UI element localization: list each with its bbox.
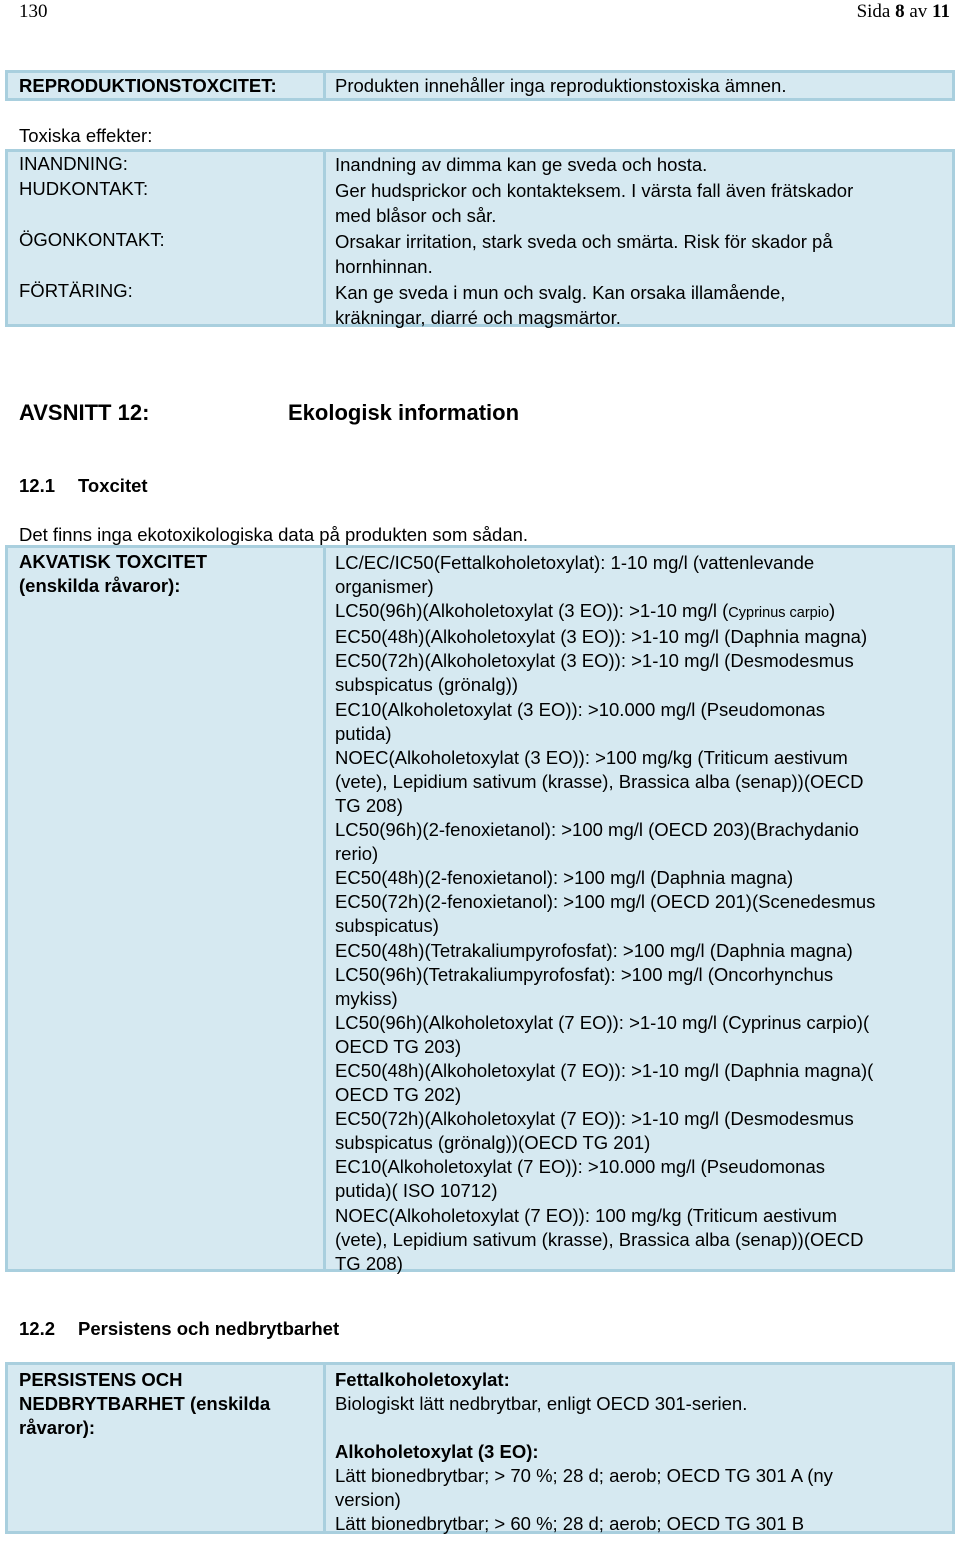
persistence-line: Lätt bionedbrytbar; > 70 %; 28 d; aerob; OECD TG 301 A (ny xyxy=(335,1465,833,1486)
tox-line: TG 208) xyxy=(335,794,403,816)
substance-heading: Fettalkoholetoxylat: xyxy=(335,1369,510,1390)
persistence-line: Biologiskt lätt nedbrytbar, enligt OECD 301-serien. xyxy=(335,1393,748,1414)
persistence-values xyxy=(335,1368,833,1536)
subsection-number: 12.1 xyxy=(19,475,56,496)
aquatic-toxicity-label: AKVATISK TOXCITET (enskilda råvaror): xyxy=(19,551,208,596)
tox-line: EC50(48h)(Tetrakaliumpyrofosfat): >100 mg/l (Daphnia magna) xyxy=(335,939,853,961)
page-total: 11 xyxy=(932,1,950,22)
tox-line: EC50(72h)(Alkoholetoxylat (3 EO)): >1-10 mg/l (Desmodesmus xyxy=(335,650,854,672)
tox-line: EC10(Alkoholetoxylat (7 EO)): >10.000 mg/l (Pseudomonas xyxy=(335,1156,825,1178)
section-title: Ekologisk information xyxy=(288,400,520,425)
tox-line: subspicatus (grönalg))(OECD TG 201) xyxy=(335,1132,651,1154)
tox-line: mykiss) xyxy=(335,987,398,1009)
page-word: Sida xyxy=(856,1,891,22)
reproduction-toxicity-value: Produkten innehåller inga reproduktionstoxiska ämnen. xyxy=(335,75,787,96)
tox-line: putida)( ISO 10712) xyxy=(335,1180,498,1202)
tox-line: EC50(72h)(2-fenoxietanol): >100 mg/l (OECD 201)(Scenedesmus xyxy=(335,891,876,913)
persistence-label: PERSISTENS OCH NEDBRYTBARHET (enskilda råvaror): xyxy=(19,1369,271,1438)
aquatic-toxicity-table xyxy=(5,545,955,1272)
tox-line: EC50(48h)(2-fenoxietanol): >100 mg/l (Daphnia magna) xyxy=(335,867,794,889)
effect-line: Ger hudsprickor och kontakteksem. I värsta fall även frätskador xyxy=(335,179,854,201)
tox-line: LC50(96h)(Alkoholetoxylat (7 EO)): >1-10 mg/l (Cyprinus carpio)( xyxy=(335,1011,870,1033)
toxicity-note: Det finns inga ekotoxikologiska data på produkten som sådan. xyxy=(19,524,529,545)
tox-line: NOEC(Alkoholetoxylat (3 EO)): >100 mg/kg (Triticum aestivum xyxy=(335,746,848,768)
subsection-title: Toxcitet xyxy=(78,475,148,496)
effect-line: Inandning av dimma kan ge sveda och hosta. xyxy=(335,154,708,175)
persistence-line: version) xyxy=(335,1489,401,1510)
tox-line: EC50(72h)(Alkoholetoxylat (7 EO)): >1-10 mg/l (Desmodesmus xyxy=(335,1108,854,1130)
page-current: 8 xyxy=(895,1,905,22)
tox-line: EC10(Alkoholetoxylat (3 EO)): >10.000 mg/l (Pseudomonas xyxy=(335,698,825,720)
effect-line: med blåsor och sår. xyxy=(335,205,497,226)
tox-line: organismer) xyxy=(335,576,434,598)
toxic-effects-text xyxy=(335,152,853,331)
reproduction-toxicity-label: REPRODUKTIONSTOXCITET: xyxy=(19,75,277,96)
tox-line: LC50(96h)(2-fenoxietanol): >100 mg/l (OECD 203)(Brachydanio xyxy=(335,819,859,841)
section-number: AVSNITT 12: xyxy=(19,400,150,425)
document-number: 130 xyxy=(19,1,48,22)
tox-line: EC50(48h)(Alkoholetoxylat (7 EO)): >1-10 mg/l (Daphnia magna)( xyxy=(335,1059,874,1081)
tox-line: subspicatus) xyxy=(335,915,439,937)
tox-line: putida) xyxy=(335,722,392,744)
substance-heading: Alkoholetoxylat (3 EO): xyxy=(335,1441,539,1462)
subsection-number-2: 12.2 xyxy=(19,1318,56,1339)
species-small: Cyprinus carpio xyxy=(728,605,830,622)
tox-line: OECD TG 202) xyxy=(335,1084,462,1106)
subsection-title-2: Persistens och nedbrytbarhet xyxy=(78,1318,340,1339)
tox-line: LC50(96h)(Tetrakaliumpyrofosfat): >100 mg/l (Oncorhynchus xyxy=(335,963,834,985)
tox-line: NOEC(Alkoholetoxylat (7 EO)): 100 mg/kg (Triticum aestivum xyxy=(335,1204,838,1226)
persistence-line: Lätt bionedbrytbar; > 60 %; 28 d; aerob; OECD TG 301 B xyxy=(335,1513,805,1534)
exposure-label-inhalation: INANDNING: xyxy=(19,153,128,174)
page-indicator xyxy=(857,0,950,24)
toxic-effects-intro: Toxiska effekter: xyxy=(19,125,153,146)
page-of-word: av xyxy=(909,1,928,22)
exposure-label-ingestion: FÖRTÄRING: xyxy=(19,280,133,301)
tox-line: EC50(48h)(Alkoholetoxylat (3 EO)): >1-10 mg/l (Daphnia magna) xyxy=(335,626,868,648)
tox-line: rerio) xyxy=(335,843,379,865)
tox-line: LC/EC/IC50(Fettalkoholetoxylat): 1-10 mg/l (vattenlevande xyxy=(335,552,815,573)
tox-line: (vete), Lepidium sativum (krasse), Brassica alba (senap))(OECD xyxy=(335,1228,864,1250)
tox-line: (vete), Lepidium sativum (krasse), Brassica alba (senap))(OECD xyxy=(335,770,864,792)
persistence-table xyxy=(5,1362,955,1534)
effect-line: hornhinnan. xyxy=(335,256,433,277)
tox-line: OECD TG 203) xyxy=(335,1035,462,1057)
toxic-effects-table xyxy=(5,149,955,327)
tox-line: subspicatus (grönalg)) xyxy=(335,674,519,696)
exposure-label-skin: HUDKONTAKT: xyxy=(19,178,149,199)
effect-line: kräkningar, diarré och magsmärtor. xyxy=(335,307,621,328)
exposure-label-eye: ÖGONKONTAKT: xyxy=(19,229,165,250)
aquatic-toxicity-values xyxy=(335,551,875,1276)
tox-line: TG 208) xyxy=(335,1252,403,1274)
tox-line: LC50(96h)(Alkoholetoxylat (3 EO)): >1-10 mg/l (Cyprinus carpio) xyxy=(335,600,836,622)
effect-line: Orsakar irritation, stark sveda och smärta. Risk för skador på xyxy=(335,230,833,252)
effect-line: Kan ge sveda i mun och svalg. Kan orsaka illamående, xyxy=(335,281,786,303)
reproduction-toxicity-row xyxy=(5,70,955,101)
